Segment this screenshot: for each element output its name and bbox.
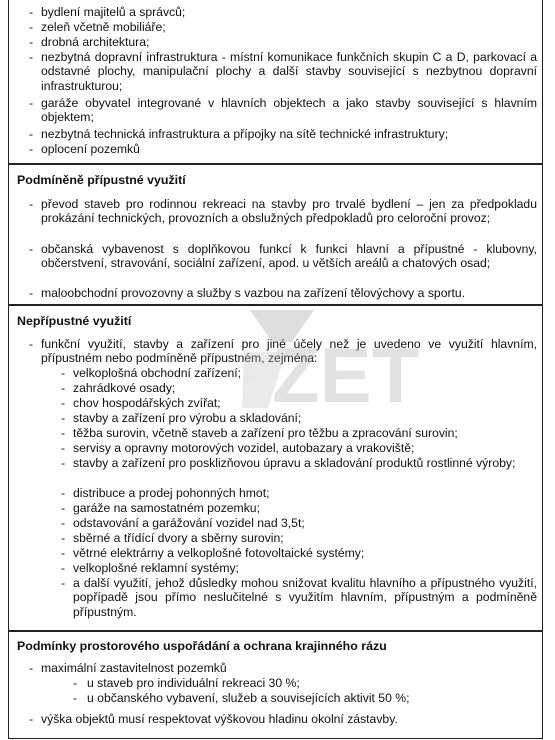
list-item: - drobná architektura; [29, 35, 150, 49]
list-item: - nezbytná dopravní infrastruktura - místní komunikace funkčních skupin C a D, parkovací a odstavné plochy, manipulační plochy a další stavby související s nezbytnou dopravní infrastrukturou; [29, 50, 537, 93]
list-subitem: - garáže na samostatném pozemku; [61, 501, 260, 515]
list-subitem: - větrné elektrárny a velkoplošné fotovoltaické systémy; [61, 546, 365, 560]
list-item: - garáže obyvatel integrované v hlavních objektech a jako stavby související s hlavním objektem; [29, 96, 537, 125]
list-item: - bydlení majitelů a správců; [29, 5, 186, 19]
list-subitem: - velkoplošné reklamní systémy; [61, 561, 239, 575]
list-subitem: - sběrné a třídící dvory a sběrny surovin; [61, 531, 284, 545]
list-subitem: - distribuce a prodej pohonných hmot; [61, 486, 270, 500]
section-permitted-use [8, 0, 543, 164]
section-heading: Podmíněně přípustné využití [17, 173, 186, 187]
list-subitem: - stavby a zařízení pro posklizňovou úpravu a skladování produktů rostlinné výroby; [61, 456, 516, 470]
list-item: - zeleň včetně mobiliáře; [29, 20, 166, 34]
list-subitem: - stavby a zařízení pro výrobu a skladování; [61, 411, 302, 425]
section-prohibited-use [8, 305, 543, 631]
section-conditional-use [8, 164, 543, 305]
list-item: - občanská vybavenost s doplňkovou funkcí k funkci hlavní a přípustné - klubovny, občerstvení, stravování, sociální zařízení, apod. u větších areálů a chatových osad; [29, 242, 537, 271]
list-item: - výška objektů musí respektovat výškovou hladinu okolní zástavby. [29, 712, 398, 726]
list-item: - oplocení pozemků [29, 142, 140, 156]
list-item: - převod staveb pro rodinnou rekreaci na stavby pro trvalé bydlení – jen za předpokladu prokázání technických, provozních a obslužných předpokladů pro celoroční provoz; [29, 197, 537, 226]
list-item: - funkční využití, stavby a zařízení pro jiné účely než je uvedeno ve využití hlavním, přípustném nebo podmíněně přípustném, zejména: [29, 337, 537, 366]
list-subitem: - těžba surovin, včetně staveb a zařízení pro těžbu a zpracování surovin; [61, 426, 458, 440]
list-item: - nezbytná technická infrastruktura a přípojky na sítě technické infrastruktury; [29, 127, 449, 141]
list-subitem: - odstavování a garážování vozidel nad 3,5t; [61, 516, 305, 530]
watermark-text: ZET [272, 331, 420, 419]
list-subitem: - u staveb pro individuální rekreaci 30 %; [73, 676, 300, 690]
list-item: - maloobchodní provozovny a služby s vazbou na zařízení tělovýchovy a sportu. [29, 286, 466, 300]
section-heading: Nepřípustné využití [17, 314, 132, 328]
list-subitem: - a další využití, jehož důsledky mohou snižovat kvalitu hlavního a přípustného využití, popřípadě jsou přímo neslučitelné s využitím hlavním, přípustným a podmíněně přípustným. [61, 576, 537, 619]
list-subitem: - chov hospodářských zvířat; [61, 396, 221, 410]
list-item: - maximální zastavitelnost pozemků [29, 661, 227, 675]
section-spatial-conditions [8, 631, 543, 739]
list-subitem: - servisy a opravny motorových vozidel, autobazary a vrakoviště; [61, 441, 415, 455]
section-heading: Podmínky prostorového uspořádání a ochrana krajinného rázu [17, 639, 387, 653]
list-subitem: - velkoplošná obchodní zařízení; [61, 366, 242, 380]
list-subitem: - zahrádkové osady; [61, 381, 176, 395]
list-subitem: - u občanského vybavení, služeb a souvisejících aktivit 50 %; [73, 691, 410, 705]
